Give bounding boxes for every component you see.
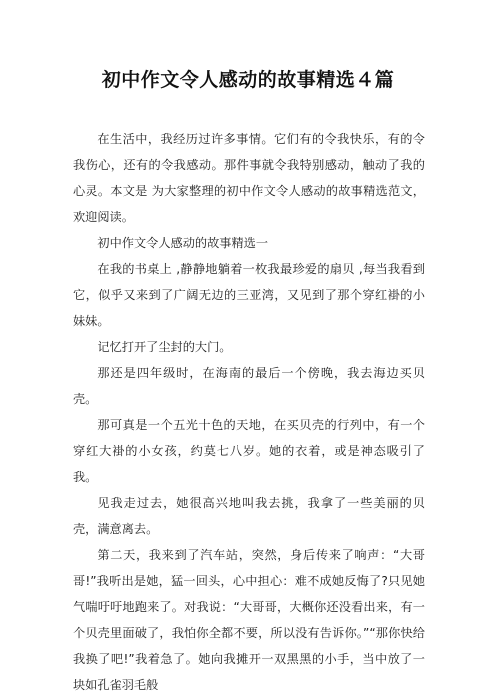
paragraph: 在我的书桌上 ,静静地躺着一枚我最珍爱的扇贝 ,每当我看到它，似乎又来到了广阔无边的三亚湾，又见到了那个穿红褂的小妹妹。 <box>73 262 425 328</box>
paragraph: 第二天，我来到了汽车站，突然，身后传来了响声：“大哥哥!”我听出是她，猛一回头，心中担心：难不成她反悔了?只见她气喘吁吁地跑来了。对我说：“大哥哥，大概你还没看出来，有一个贝壳里面破了，我怕你全都不要，所以没有告诉你。”“那你快给我换了吧!”我着急了。她向我摊开一双黑黑的小手，当中放了一块如孔雀羽毛般 <box>73 548 425 692</box>
paragraph-intro: 在生活中，我经历过许多事情。它们有的令我快乐，有的令我伤心，还有的令我感动。那件事就令我特别感动，触动了我的心灵。本文是 为大家整理的初中作文令人感动的故事精选范文，欢迎阅读。 <box>73 132 425 224</box>
document-title: 初中作文令人感动的故事精选４篇 <box>101 69 395 91</box>
document-body <box>73 126 425 698</box>
paragraph: 见我走过去，她很高兴地叫我去挑，我拿了一些美丽的贝壳，满意离去。 <box>73 496 425 536</box>
paragraph: 记忆打开了尘封的大门。 <box>97 340 232 354</box>
paragraph: 那还是四年级时，在海南的最后一个傍晚，我去海边买贝壳。 <box>73 366 425 406</box>
section-heading: 初中作文令人感动的故事精选一 <box>97 236 269 250</box>
paragraph: 那可真是一个五光十色的天地，在买贝壳的行列中，有一个穿红大褂的小女孩，约莫七八岁。她的衣着，或是神态吸引了我。 <box>73 418 425 484</box>
